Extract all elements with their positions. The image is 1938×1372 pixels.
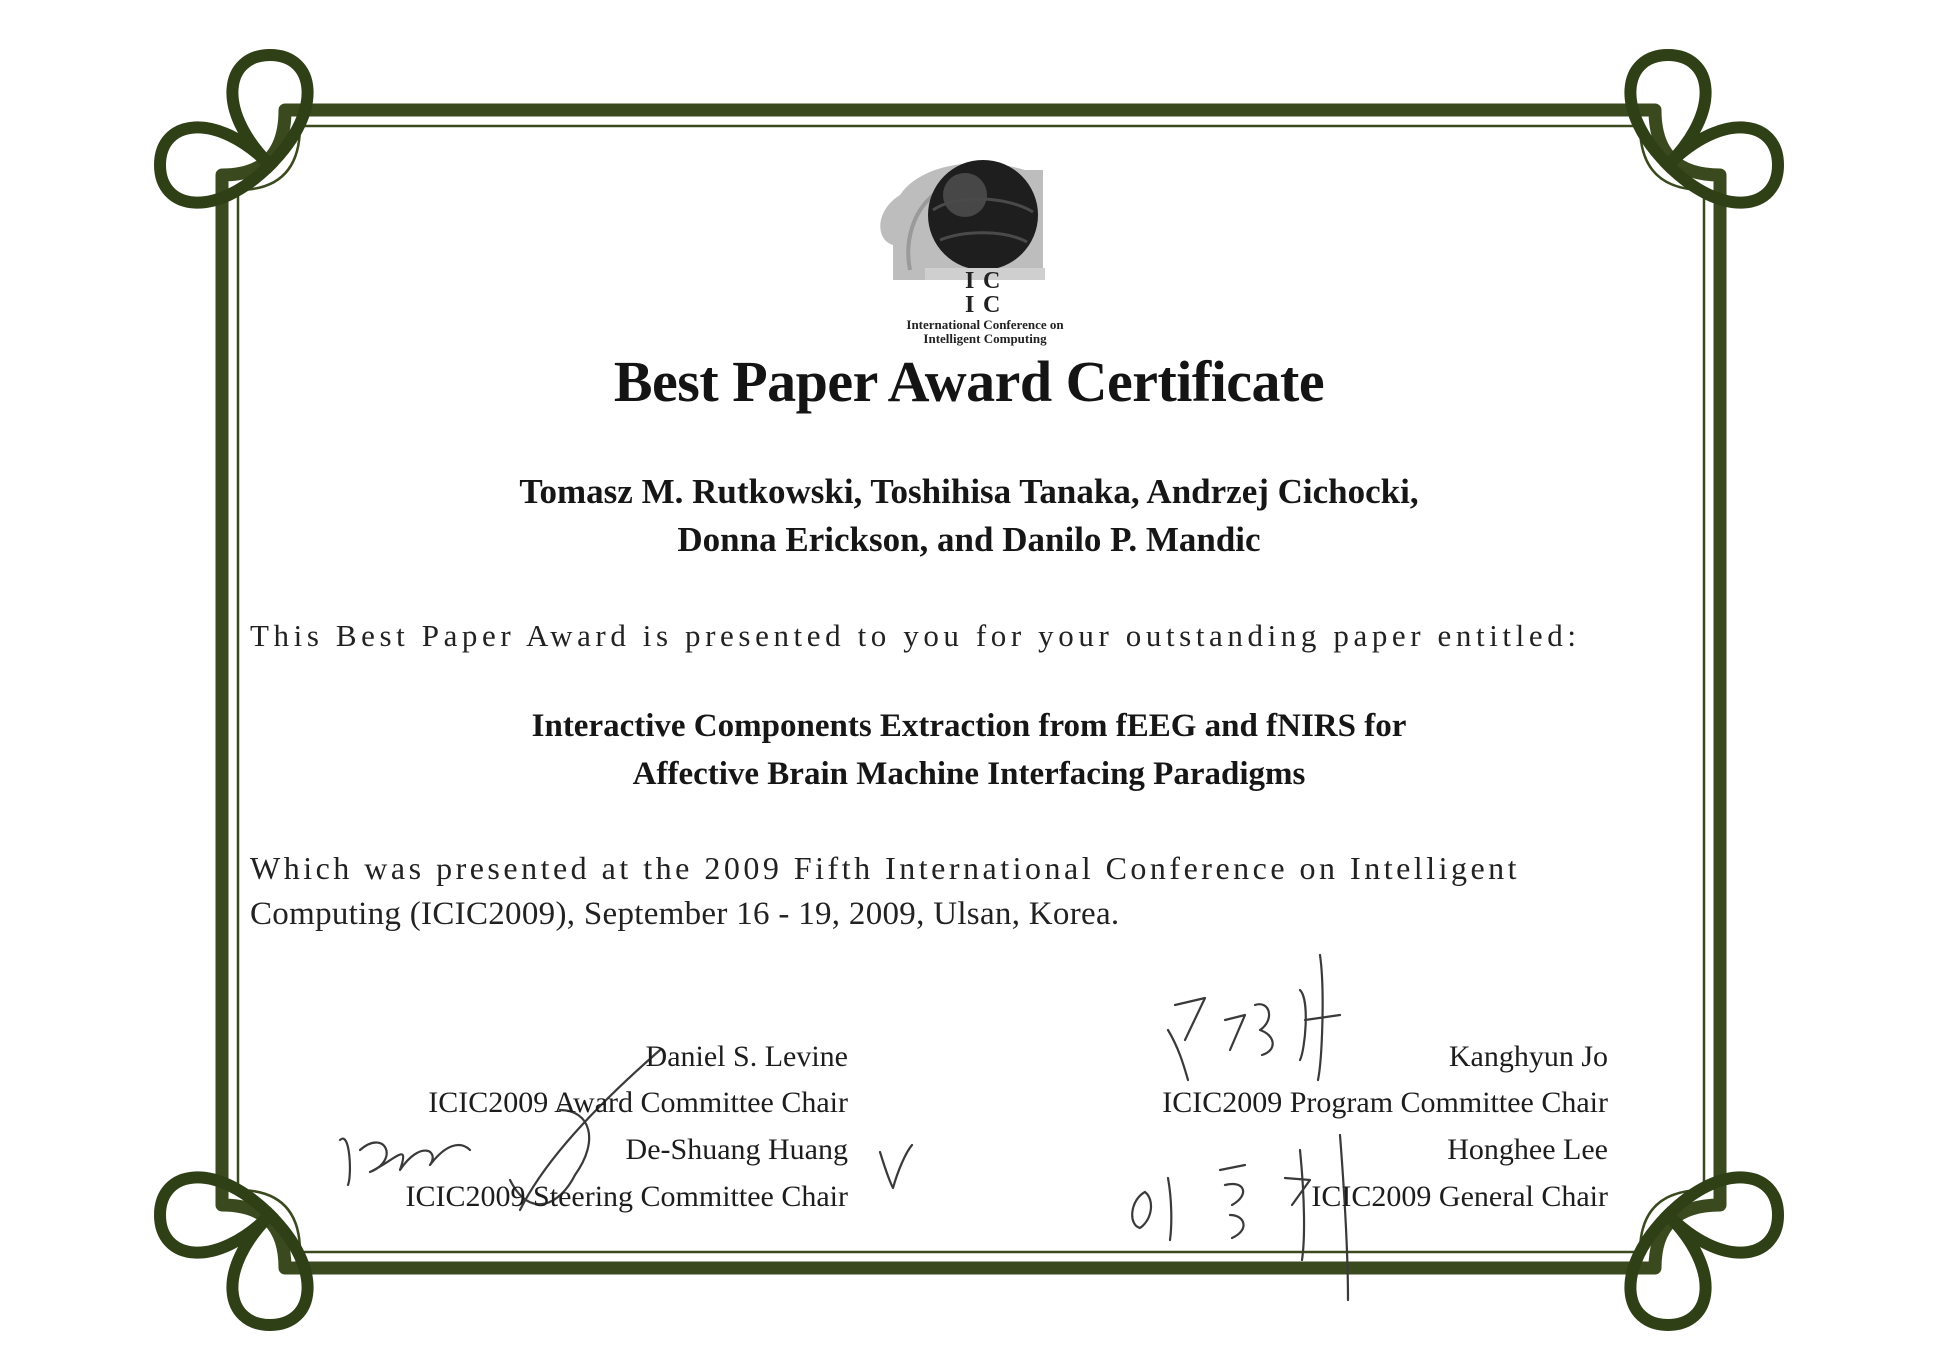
authors-line2: Donna Erickson, and Danilo P. Mandic bbox=[677, 520, 1261, 559]
icic-emblem-icon bbox=[865, 150, 1105, 320]
presented-statement: This Best Paper Award is presented to you for your outstanding paper entitled: bbox=[250, 618, 1581, 653]
signatory-huang-role: ICIC2009 Steering Committee Chair bbox=[405, 1180, 848, 1213]
signatory-jo-name: Kanghyun Jo bbox=[1448, 1040, 1608, 1073]
signatory-huang-name: De-Shuang Huang bbox=[625, 1133, 848, 1166]
logo-conference-name-line1: International Conference on bbox=[906, 317, 1064, 332]
logo-letter-c1: C bbox=[983, 268, 1001, 294]
icic-logo bbox=[865, 150, 1105, 355]
logo-conference-name-line2: Intelligent Computing bbox=[923, 331, 1047, 346]
signatory-levine-name: Daniel S. Levine bbox=[645, 1040, 848, 1073]
venue-line1: Which was presented at the 2009 Fifth International Conference on Intelligent bbox=[250, 850, 1521, 886]
logo-letter-c2: C bbox=[983, 292, 1001, 318]
venue-line2: Computing (ICIC2009), September 16 - 19, 2009, Ulsan, Korea. bbox=[250, 896, 1120, 932]
authors-line1: Tomasz M. Rutkowski, Toshihisa Tanaka, Andrzej Cichocki, bbox=[519, 472, 1419, 511]
signatory-lee-name: Honghee Lee bbox=[1447, 1133, 1608, 1166]
logo-letter-i1: I bbox=[965, 268, 975, 294]
signatory-levine-role: ICIC2009 Award Committee Chair bbox=[428, 1086, 848, 1119]
certificate-title: Best Paper Award Certificate bbox=[613, 349, 1325, 414]
paper-title-line1: Interactive Components Extraction from fEEG and fNIRS for bbox=[531, 708, 1407, 744]
paper-title-line2: Affective Brain Machine Interfacing Paradigms bbox=[632, 756, 1306, 792]
signatory-lee-role: ICIC2009 General Chair bbox=[1311, 1180, 1608, 1213]
signatory-jo-role: ICIC2009 Program Committee Chair bbox=[1162, 1086, 1608, 1119]
logo-letter-i2: I bbox=[965, 292, 975, 318]
